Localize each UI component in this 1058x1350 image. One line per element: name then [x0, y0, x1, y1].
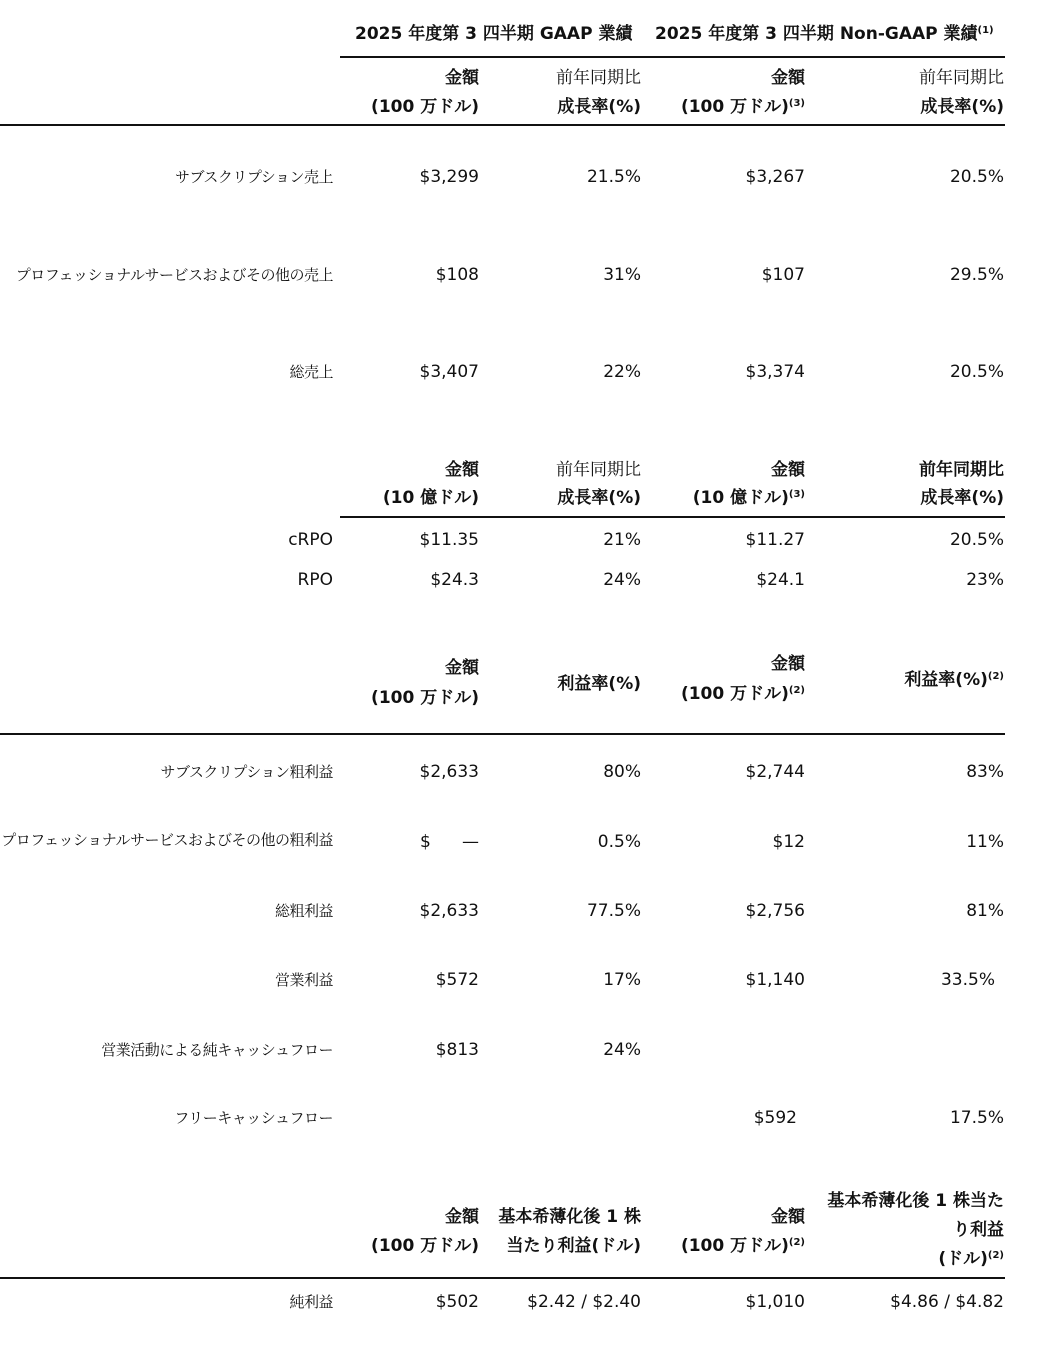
- divider: [0, 733, 1005, 735]
- cell: 20.5%: [949, 530, 1004, 550]
- row-label: 営業利益: [274, 971, 333, 989]
- header-unit: (100 万ドル): [371, 688, 479, 708]
- header-amount: 金額: [445, 68, 479, 88]
- cell: 23%: [966, 570, 1004, 590]
- header-eps: 基本希薄化後 1 株当た: [827, 1191, 1004, 1211]
- row-label: 純利益: [289, 1293, 333, 1311]
- cell: 80%: [603, 762, 641, 782]
- gaap-title: 2025 年度第 3 四半期 GAAP 業績: [355, 24, 633, 44]
- header-eps: 基本希薄化後 1 株: [498, 1207, 641, 1227]
- unit-text: (100 万ドル): [680, 97, 789, 117]
- cell: $24.3: [430, 570, 479, 590]
- header-amount: 金額: [771, 1207, 805, 1227]
- divider: [340, 516, 1005, 518]
- header-amount: 金額: [445, 1207, 479, 1227]
- cell: 17%: [603, 970, 641, 990]
- cell: $3,374: [745, 362, 805, 382]
- header-unit: [681, 1235, 805, 1257]
- header-unit: (100 万ドル): [371, 1236, 479, 1256]
- cell: $24.1: [756, 570, 805, 590]
- divider: [0, 1277, 1005, 1279]
- header-growth: 成長率(%): [920, 488, 1004, 508]
- cell: $2,756: [745, 901, 805, 921]
- row-label: 営業活動による純キャッシュフロー: [101, 1041, 333, 1059]
- row-label: 総粗利益: [274, 902, 333, 920]
- cell: $2,633: [419, 901, 479, 921]
- unit-text: (10 億ドル): [692, 488, 789, 508]
- cell: 24%: [603, 570, 641, 590]
- header-amount: 金額: [771, 68, 805, 88]
- header-amount: 金額: [771, 460, 805, 480]
- row-label: プロフェッショナルサービスおよびその他の粗利益: [1, 831, 333, 849]
- row-label: RPO: [297, 570, 333, 590]
- divider: [0, 124, 1005, 126]
- cell: 21.5%: [586, 167, 641, 187]
- header-unit: [681, 96, 805, 118]
- header-eps: り利益: [953, 1220, 1004, 1240]
- header-unit: (100 万ドル): [371, 97, 479, 117]
- header-margin: 利益率(%): [557, 674, 641, 694]
- header-unit: [693, 487, 805, 509]
- header-eps: 当たり利益(ドル): [506, 1236, 641, 1256]
- header-margin: [904, 669, 1004, 691]
- cell: $592: [753, 1108, 797, 1128]
- cell: 11%: [966, 832, 1004, 852]
- header-unit: (10 億ドル): [382, 488, 479, 508]
- header-yoy: 前年同期比: [556, 460, 641, 480]
- row-label: フリーキャッシュフロー: [174, 1109, 333, 1127]
- footnote-ref: (1): [977, 25, 994, 36]
- cell: $11.27: [745, 530, 805, 550]
- cell: $3,299: [419, 167, 479, 187]
- eps-unit: (ドル): [938, 1249, 988, 1269]
- footnote-ref: (2): [788, 1237, 805, 1248]
- row-label: 総売上: [289, 363, 333, 381]
- header-growth: 成長率(%): [557, 488, 641, 508]
- row-label: サブスクリプション売上: [174, 168, 333, 186]
- cell: $1,140: [745, 970, 805, 990]
- cell: 81%: [966, 901, 1004, 921]
- cell: 31%: [603, 265, 641, 285]
- nongaap-title: [655, 19, 994, 44]
- cell: $2,744: [745, 762, 805, 782]
- header-unit: [681, 683, 805, 705]
- cell: $572: [435, 970, 479, 990]
- cell: $2,633: [419, 762, 479, 782]
- cell: $11.35: [419, 530, 479, 550]
- cell: 0.5%: [597, 832, 641, 852]
- cell: 77.5%: [586, 901, 641, 921]
- cell: $2.42 / $2.40: [527, 1292, 641, 1312]
- cell: 17.5%: [949, 1108, 1004, 1128]
- header-growth: 成長率(%): [557, 97, 641, 117]
- margin-text: 利益率(%): [904, 670, 988, 690]
- footnote-ref: (3): [788, 489, 805, 500]
- cell: 21%: [603, 530, 641, 550]
- row-label: cRPO: [288, 530, 333, 550]
- header-eps: [938, 1248, 1004, 1270]
- row-label: サブスクリプション粗利益: [160, 763, 333, 781]
- cell: 20.5%: [949, 362, 1004, 382]
- cell: $3,267: [745, 167, 805, 187]
- footnote-ref: (2): [788, 685, 805, 696]
- cell: $108: [435, 265, 479, 285]
- cell: 33.5%: [940, 970, 995, 990]
- header-amount: 金額: [445, 658, 479, 678]
- header-yoy: 前年同期比: [556, 68, 641, 88]
- cell: $12: [772, 832, 805, 852]
- header-yoy: 前年同期比: [919, 68, 1004, 88]
- cell: 24%: [603, 1040, 641, 1060]
- cell: $502: [435, 1292, 479, 1312]
- footnote-ref: (2): [987, 1250, 1004, 1261]
- row-label: プロフェッショナルサービスおよびその他の売上: [15, 266, 333, 284]
- cell: $1,010: [745, 1292, 805, 1312]
- footnote-ref: (3): [788, 98, 805, 109]
- cell: 22%: [603, 362, 641, 382]
- cell: $107: [761, 265, 805, 285]
- cell: $: [420, 832, 431, 852]
- nongaap-title-text: 2025 年度第 3 四半期 Non-GAAP 業績: [655, 24, 978, 44]
- header-growth: 成長率(%): [920, 97, 1004, 117]
- cell: 29.5%: [949, 265, 1004, 285]
- header-amount: 金額: [445, 460, 479, 480]
- cell: $4.86 / $4.82: [890, 1292, 1004, 1312]
- cell: 20.5%: [949, 167, 1004, 187]
- cell: 83%: [966, 762, 1004, 782]
- header-amount: 金額: [771, 654, 805, 674]
- header-yoy: 前年同期比: [919, 460, 1004, 480]
- divider: [340, 56, 1005, 58]
- unit-text: (100 万ドル): [680, 684, 789, 704]
- unit-text: (100 万ドル): [680, 1236, 789, 1256]
- cell: $3,407: [419, 362, 479, 382]
- cell: $813: [435, 1040, 479, 1060]
- footnote-ref: (2): [987, 671, 1004, 682]
- cell: —: [462, 832, 479, 852]
